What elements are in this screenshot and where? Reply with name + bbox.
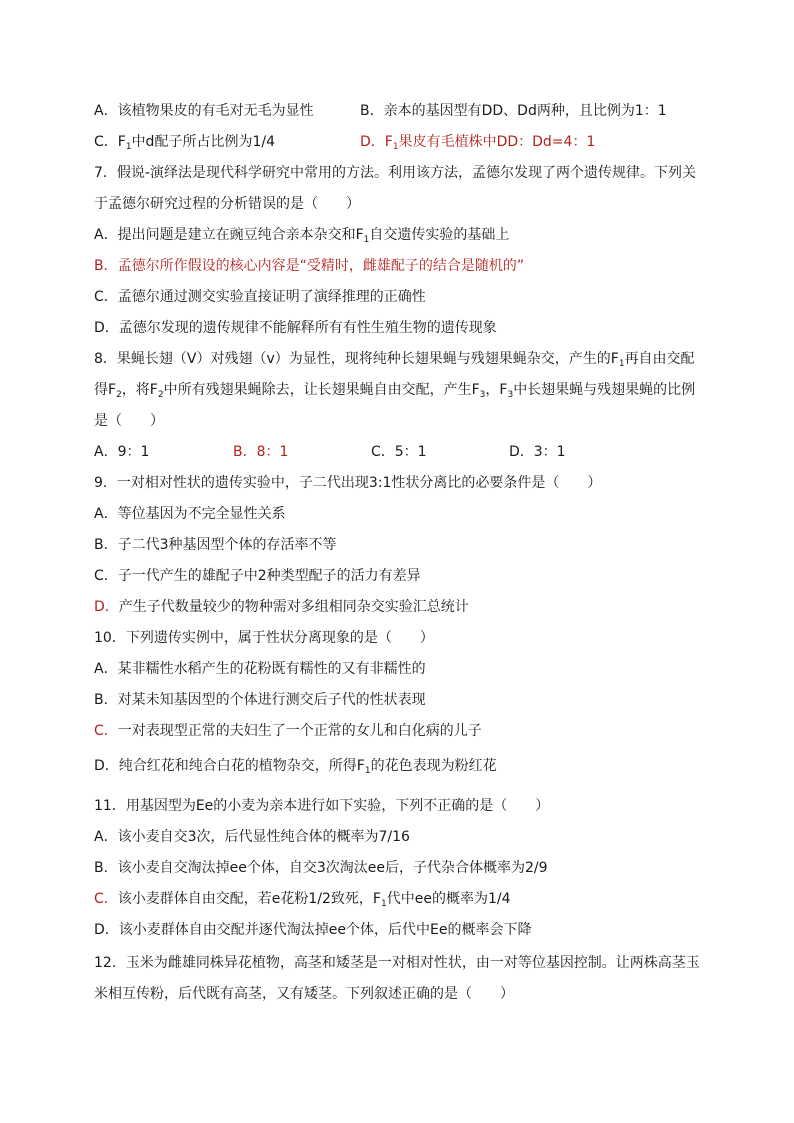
q9-option-d: D．产生子代数量较少的物种需对多组相同杂交实验汇总统计	[94, 599, 469, 615]
q8-option-a: A．9：1	[94, 444, 150, 460]
q7-option-b: B．孟德尔所作假设的核心内容是“受精时，雌雄配子的结合是随机的”	[94, 258, 525, 274]
q8-option-d: D．3：1	[509, 444, 566, 460]
q7-option-a: A．提出问题是建立在豌豆纯合亲本杂交和$F_1$自交遗传实验的基础上	[94, 227, 510, 245]
q12-stem-line1: 12．玉米为雌雄同株异花植物，高茎和矮茎是一对相对性状，由一对等位基因控制。让两株高茎玉	[94, 955, 700, 971]
q12-stem-line2: 米相互传粉，后代既有高茎，又有矮茎。下列叙述正确的是（ ）	[94, 986, 514, 1002]
q10-option-c: C．一对表现型正常的夫妇生了一个正常的女儿和白化病的儿子	[94, 723, 482, 739]
q9-option-c: C．子一代产生的雄配子中2种类型配子的活力有差异	[94, 568, 421, 584]
q8-stem-line3: 是（ ）	[94, 413, 164, 429]
q8-option-c: C．5：1	[371, 444, 427, 460]
q9-option-b: B．子二代3种基因型个体的存活率不等	[94, 537, 337, 553]
q6-option-c: C．$F_1$中d配子所占比例为1/4	[94, 134, 275, 152]
q10-option-d: D．纯合红花和纯合白花的植物杂交，所得$F_1$的花色表现为粉红花	[94, 758, 497, 776]
q11-option-a: A．该小麦自交3次，后代显性纯合体的概率为7/16	[94, 829, 410, 845]
q6-option-a: A．该植物果皮的有毛对无毛为显性	[94, 103, 314, 119]
q10-option-b: B．对某未知基因型的个体进行测交后子代的性状表现	[94, 692, 426, 708]
q11-option-d: D．该小麦群体自由交配并逐代淘汰掉ee个体，后代中Ee的概率会下降	[94, 922, 532, 938]
q7-stem-line1: 7．假说-演绎法是现代科学研究中常用的方法。利用该方法，孟德尔发现了两个遗传规律。下列关	[94, 165, 696, 181]
q6-option-b: B．亲本的基因型有DD、Dd两种，且比例为1：1	[360, 103, 667, 119]
q9-option-a: A．等位基因为不完全显性关系	[94, 506, 286, 522]
q7-option-d: D．孟德尔发现的遗传规律不能解释所有有性生殖生物的遗传现象	[94, 320, 497, 336]
q7-stem-line2: 于孟德尔研究过程的分析错误的是（ ）	[94, 196, 360, 212]
q6-option-d: D．$F_1$果皮有毛植株中DD：Dd=4：1	[360, 134, 596, 152]
q11-stem: 11．用基因型为Ee的小麦为亲本进行如下实验，下列不正确的是（ ）	[94, 798, 550, 814]
q10-option-a: A．某非糯性水稻产生的花粉既有糯性的又有非糯性的	[94, 661, 426, 677]
q9-stem: 9．一对相对性状的遗传实验中，子二代出现3:1性状分离比的必要条件是（ ）	[94, 475, 602, 491]
q11-option-b: B．该小麦自交淘汰掉ee个体，自交3次淘汰ee后，子代杂合体概率为2/9	[94, 860, 548, 876]
q8-option-b: B．8：1	[233, 444, 289, 460]
q8-stem-line2: 得$F_2$，将$F_2$中所有残翅果蝇除去，让长翅果蝇自由交配，产生$F_3$，$F_3$中长翅果蝇与残翅果蝇的比例	[94, 382, 696, 400]
q7-option-c: C．孟德尔通过测交实验直接证明了演绎推理的正确性	[94, 289, 426, 305]
q8-stem-line1: 8．果蝇长翅（V）对残翅（v）为显性，现将纯种长翅果蝇与残翅果蝇杂交，产生的$F_1$再自由交配	[94, 351, 695, 369]
q11-option-c: C．该小麦群体自由交配，若e花粉1/2致死，$F_1$代中ee的概率为1/4	[94, 891, 511, 909]
q10-stem: 10．下列遗传实例中，属于性状分离现象的是（ ）	[94, 630, 434, 646]
